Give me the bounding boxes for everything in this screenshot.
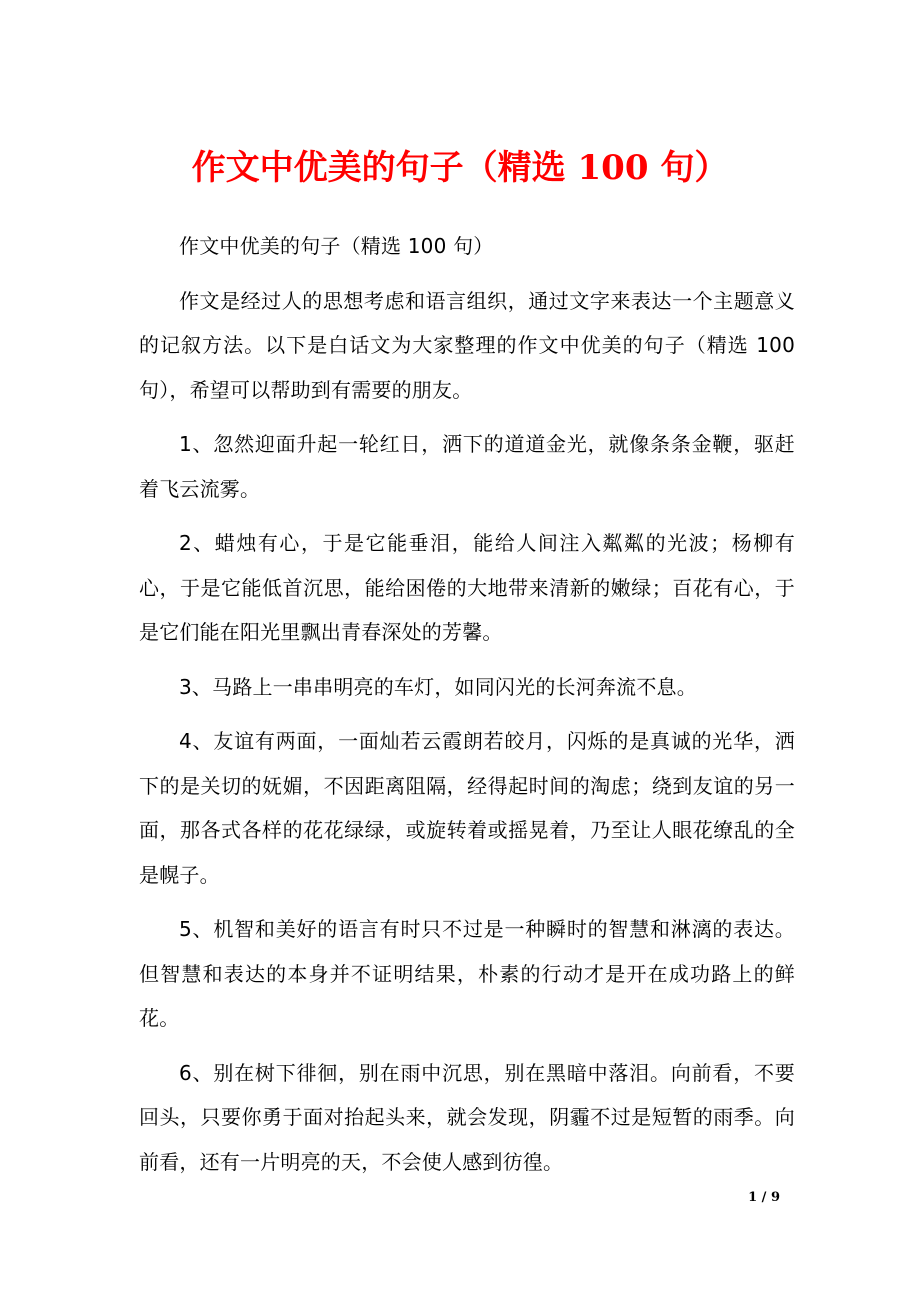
paragraph-sentence-6: 6、别在树下徘徊，别在雨中沉思，别在黑暗中落泪。向前看，不要回头，只要你勇于面对抬起头来，就会发现，阴霾不过是短暂的雨季。向前看，还有一片明亮的天，不会使人感到彷徨。 [139, 1060, 795, 1174]
paragraph-subtitle: 作文中优美的句子（精选 100 句） [179, 234, 494, 258]
document-title: 作文中优美的句子（精选 100 句） [191, 148, 729, 188]
paragraph-sentence-1: 1、忽然迎面升起一轮红日，洒下的道道金光，就像条条金鞭，驱赶着飞云流雾。 [139, 432, 795, 501]
page-number: 1 / 9 [748, 1190, 780, 1205]
document-body [139, 224, 795, 1194]
paragraph-intro: 作文是经过人的思想考虑和语言组织，通过文字来表达一个主题意义的记叙方法。以下是白话文为大家整理的作文中优美的句子（精选 100 句），希望可以帮助到有需要的朋友。 [139, 288, 795, 402]
paragraph-sentence-2: 2、蜡烛有心，于是它能垂泪，能给人间注入粼粼的光波；杨柳有心，于是它能低首沉思，能给困倦的大地带来清新的嫩绿；百花有心，于是它们能在阳光里飘出青春深处的芳馨。 [139, 531, 795, 644]
paragraph-sentence-5: 5、机智和美好的语言有时只不过是一种瞬时的智慧和淋漓的表达。但智慧和表达的本身并不证明结果，朴素的行动才是开在成功路上的鲜花。 [139, 917, 795, 1030]
paragraph-sentence-3: 3、马路上一串串明亮的车灯，如同闪光的长河奔流不息。 [179, 674, 697, 699]
paragraph-sentence-4: 4、友谊有两面，一面灿若云霞朗若皎月，闪烁的是真诚的光华，洒下的是关切的妩媚，不因距离阻隔，经得起时间的淘虑；绕到友谊的另一面，那各式各样的花花绿绿，或旋转着或摇晃着，乃至让人眼花缭乱的全是幌子。 [139, 729, 795, 887]
